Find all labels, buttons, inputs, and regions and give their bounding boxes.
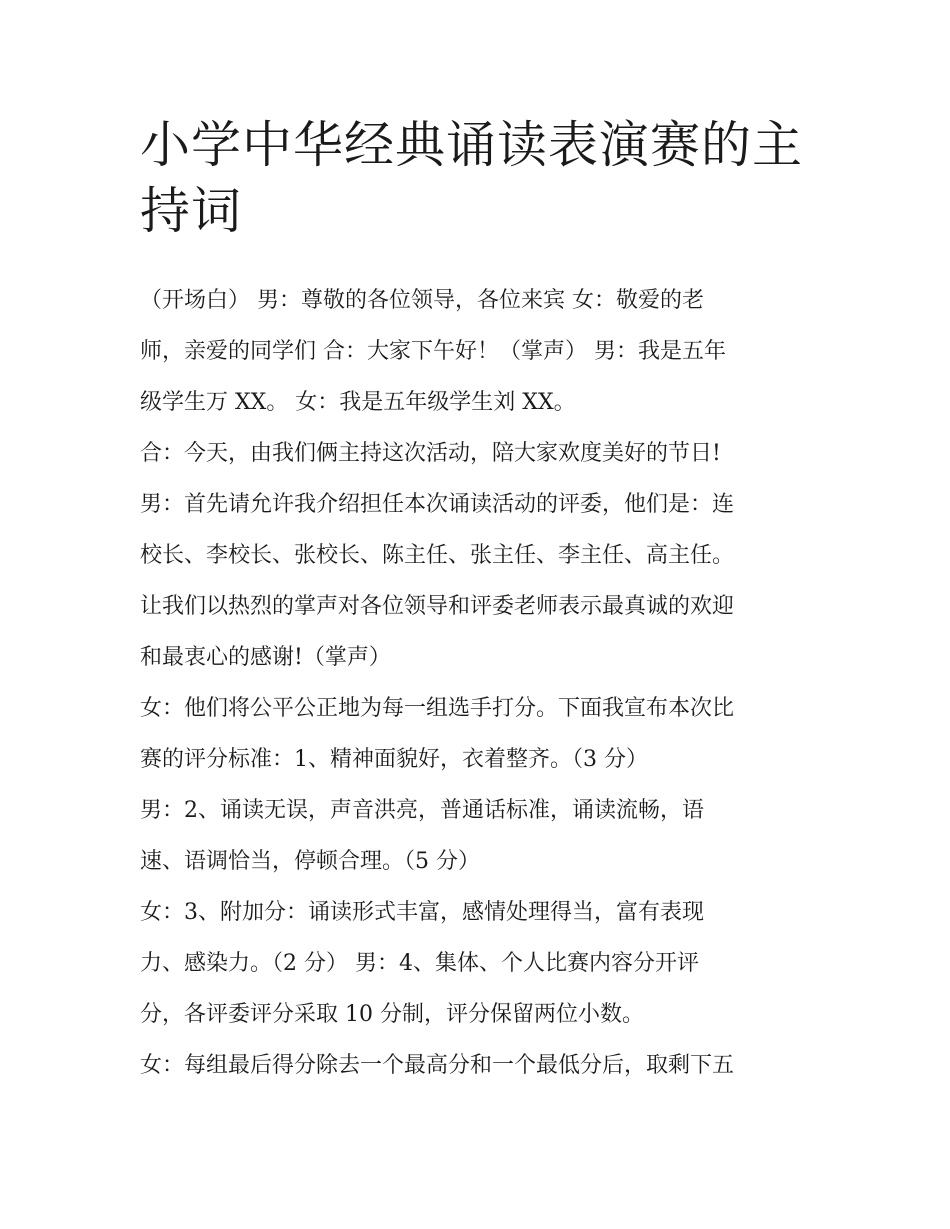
body-line: 让我们以热烈的掌声对各位领导和评委老师表示最真诚的欢迎	[140, 594, 735, 619]
body-line: （开场白） 男：尊敬的各位领导，各位来宾 女：敬爱的老	[140, 288, 704, 313]
body-line: 速、语调恰当，停顿合理。（5 分）	[140, 849, 480, 874]
body-line: 师，亲爱的同学们 合：大家下午好！（掌声） 男：我是五年	[140, 339, 726, 364]
body-line: 力、感染力。（2 分） 男：4、集体、个人比赛内容分开评	[140, 951, 699, 976]
body-line: 男：2、诵读无误，声音洪亮，普通话标准，诵读流畅，语	[140, 798, 704, 823]
body-line: 女：每组最后得分除去一个最高分和一个最低分后，取剩下五	[140, 1053, 735, 1078]
body-line: 赛的评分标准：1、精神面貌好，衣着整齐。（3 分）	[140, 747, 648, 772]
title-line: 持词	[140, 182, 242, 240]
body-line: 女：他们将公平公正地为每一组选手打分。下面我宣布本次比	[140, 696, 735, 721]
body-line: 分，各评委评分采取 10 分制，评分保留两位小数。	[140, 1002, 644, 1027]
document-body	[140, 275, 820, 1091]
body-line: 和最衷心的感谢!（掌声）	[140, 645, 391, 670]
body-line: 合：今天，由我们俩主持这次活动，陪大家欢度美好的节日!	[140, 441, 721, 466]
document-title	[140, 112, 820, 244]
body-line: 校长、李校长、张校长、陈主任、张主任、李主任、高主任。	[140, 543, 735, 568]
body-line: 级学生万 XX。 女：我是五年级学生刘 XX。	[140, 390, 576, 415]
title-line: 小学中华经典诵读表演赛的主	[140, 116, 803, 174]
body-line: 女：3、附加分：诵读形式丰富，感情处理得当，富有表现	[140, 900, 704, 925]
body-line: 男：首先请允许我介绍担任本次诵读活动的评委，他们是：连	[140, 492, 735, 517]
